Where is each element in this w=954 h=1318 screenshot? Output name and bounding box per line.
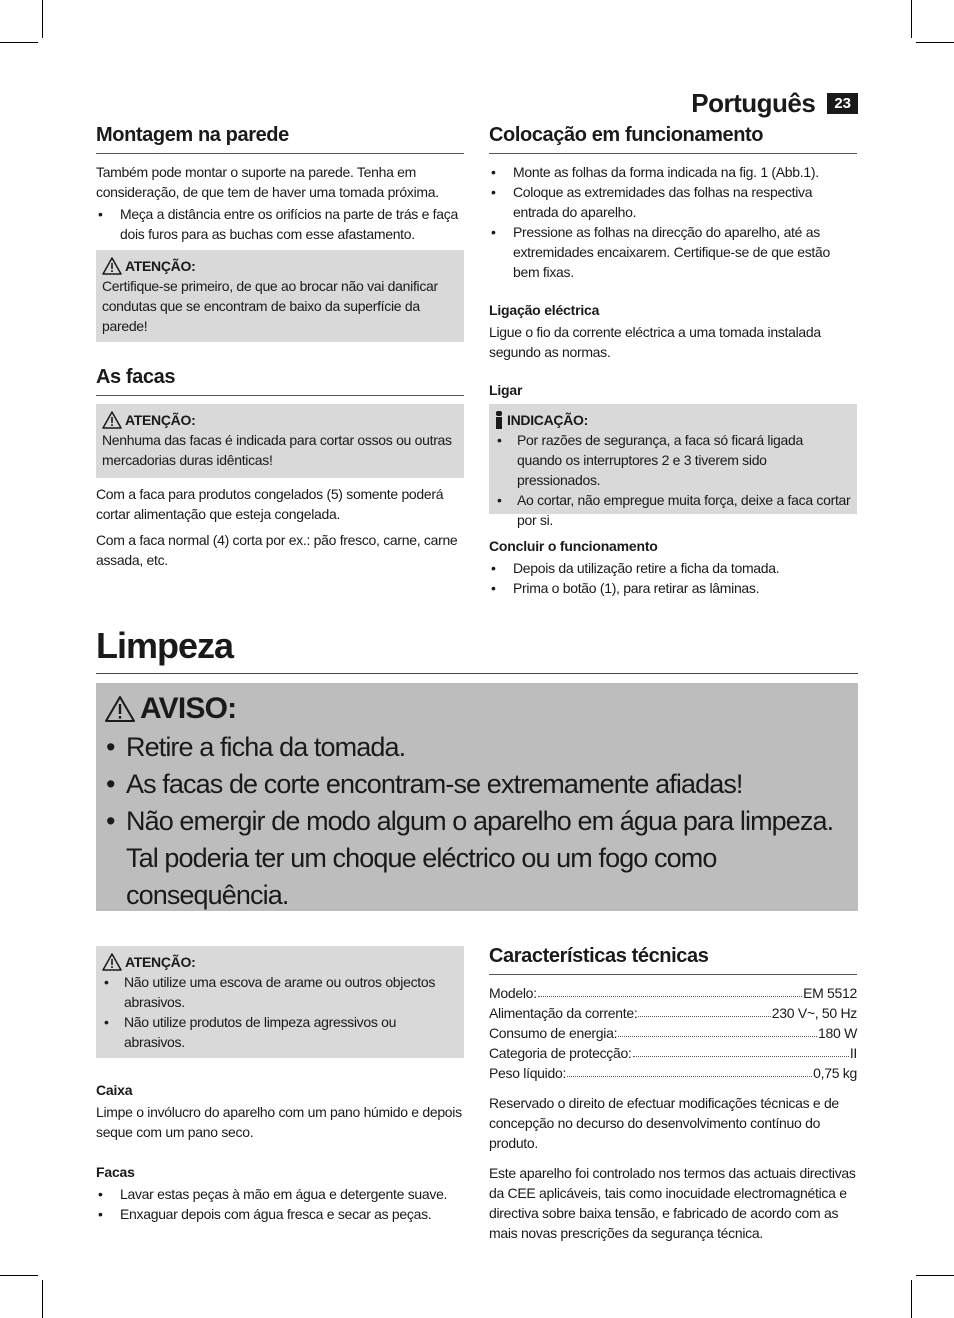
attention-label: ATENÇÃO: [125,954,196,970]
spec-leader [567,1063,812,1077]
section-title: As facas [96,366,464,396]
bullet-list [489,558,857,598]
specs-table [489,983,857,1083]
paragraph: Com a faca normal (4) corta por ex.: pão fresco, carne, carne assada, etc. [96,532,458,568]
crop-mark [42,0,43,38]
list-item: • Enxaguar depois com água fresca e secar as peças. [96,1204,464,1224]
spec-value: EM 5512 [803,985,857,1001]
list-item: • Meça a distância entre os orifícios na parte de trás e faça dois furos para as buchas com esse afastamento. [96,204,464,244]
info-icon [495,411,504,429]
crop-mark [916,42,954,43]
attention-box [96,946,464,1058]
list-item: • Pressione as folhas na direcção do aparelho, até as extremidades encaixarem. Certifique-se de que estão bem fixas. [489,222,857,282]
spec-label: Categoria de protecção: [489,1045,632,1061]
aviso-box [96,683,858,911]
aviso-header [104,689,850,729]
warning-triangle-icon [104,695,136,723]
paragraph: Também pode montar o suporte na parede. Tenha em consideração, de que tem de haver uma tomada próxima. [96,164,439,200]
crop-mark [911,0,912,38]
list-item: • Ao cortar, não empregue muita força, deixe a faca cortar por si. [495,490,851,530]
montagem-section [96,124,464,576]
spec-row [489,1023,857,1043]
list-item: • Depois da utilização retire a ficha da tomada. [489,558,857,578]
warning-triangle-icon [102,257,122,275]
aviso-label: AVISO: [140,692,237,725]
warning-triangle-icon [102,411,122,429]
spec-row [489,1003,857,1023]
attention-header [102,256,458,276]
paragraph: Com a faca para produtos congelados (5) somente poderá cortar alimentação que esteja congelada. [96,486,444,522]
crop-mark [42,1280,43,1318]
bullet-list [495,430,851,530]
spec-value: 180 W [818,1025,857,1041]
section-title: Características técnicas [489,945,857,975]
list-item: • Coloque as extremidades das folhas na respectiva entrada do aparelho. [489,182,857,222]
spec-row [489,983,857,1003]
language-title: Português [691,88,816,118]
spec-label: Peso líquido: [489,1065,567,1081]
attention-header [102,410,458,430]
list-item: • As facas de corte encontram-se extremamente afiadas! [104,766,850,803]
list-item: • Por razões de segurança, a faca só ficará ligada quando os interruptores 2 e 3 tiverem sido pressionados. [495,430,851,490]
info-header [495,410,851,430]
limpeza-title: Limpeza [96,625,858,674]
paragraph: Reservado o direito de efectuar modificações técnicas e de concepção no decurso do desenvolvimento contínuo do produto. [489,1095,839,1151]
paragraph: Limpe o invólucro do aparelho com um pano húmido e depois seque com um pano seco. [96,1104,462,1140]
spec-row [489,1063,857,1083]
page-number: 23 [827,93,858,114]
attention-text: Nenhuma das facas é indicada para cortar ossos ou outras mercadorias duras idênticas! [102,432,452,468]
bullet-list [102,972,458,1052]
aviso-list [104,729,850,914]
crop-mark [911,1280,912,1318]
spec-leader [618,1023,817,1037]
attention-label: ATENÇÃO: [125,412,196,428]
attention-header [102,952,458,972]
bullet-list [489,162,857,282]
list-item: • Retire a ficha da tomada. [104,729,850,766]
colocacao-section [489,124,857,598]
list-item: • Não utilize uma escova de arame ou outros objectos abrasivos. [102,972,458,1012]
spec-value: II [849,1045,857,1061]
spec-leader [638,1003,770,1017]
attention-text: Certifique-se primeiro, de que ao brocar não vai danificar condutas que se encontram de baixo da superfície da parede! [102,278,438,334]
attention-box [96,250,464,342]
paragraph: Este aparelho foi controlado nos termos das actuais directivas da CEE aplicáveis, tais como inocuidade electromagnética e directiva sobre baixa tensão, e fabricado de acordo com as mais novas prescrições da segurança técnica. [489,1165,856,1241]
subsection-title: Concluir o funcionamento [489,538,658,554]
bullet-list [96,1184,464,1224]
list-item: • Não utilize produtos de limpeza agressivos ou abrasivos. [102,1012,458,1052]
tecnicas-section [489,945,857,1249]
attention-box [96,404,464,478]
limpeza-details [96,946,464,1224]
page-header [691,88,858,119]
list-item: • Lavar estas peças à mão em água e detergente suave. [96,1184,464,1204]
list-item: • Monte as folhas da forma indicada na fig. 1 (Abb.1). [489,162,857,182]
subsection-title: Facas [96,1164,135,1180]
spec-leader [538,983,802,997]
spec-value: 230 V~, 50 Hz [771,1005,857,1021]
crop-mark [0,1275,38,1276]
spec-label: Alimentação da corrente: [489,1005,638,1021]
bullet-list [96,204,464,244]
spec-row [489,1043,857,1063]
list-item: • Não emergir de modo algum o aparelho em água para limpeza. Tal poderia ter um choque eléctrico ou um fogo como consequência. [104,803,850,914]
crop-mark [916,1275,954,1276]
paragraph: Ligue o fio da corrente eléctrica a uma tomada instalada segundo as normas. [489,324,821,360]
spec-label: Modelo: [489,985,537,1001]
info-label: INDICAÇÃO: [507,412,588,428]
section-title: Colocação em funcionamento [489,124,857,154]
warning-triangle-icon [102,953,122,971]
spec-value: 0,75 kg [813,1065,857,1081]
subsection-title: Ligação eléctrica [489,302,600,318]
section-title: Montagem na parede [96,124,464,154]
spec-label: Consumo de energia: [489,1025,618,1041]
subsection-title: Ligar [489,382,523,398]
crop-mark [0,42,38,43]
attention-label: ATENÇÃO: [125,258,196,274]
subsection-title: Caixa [96,1082,133,1098]
info-box [489,404,857,528]
list-item: • Prima o botão (1), para retirar as lâminas. [489,578,857,598]
spec-leader [633,1043,849,1057]
